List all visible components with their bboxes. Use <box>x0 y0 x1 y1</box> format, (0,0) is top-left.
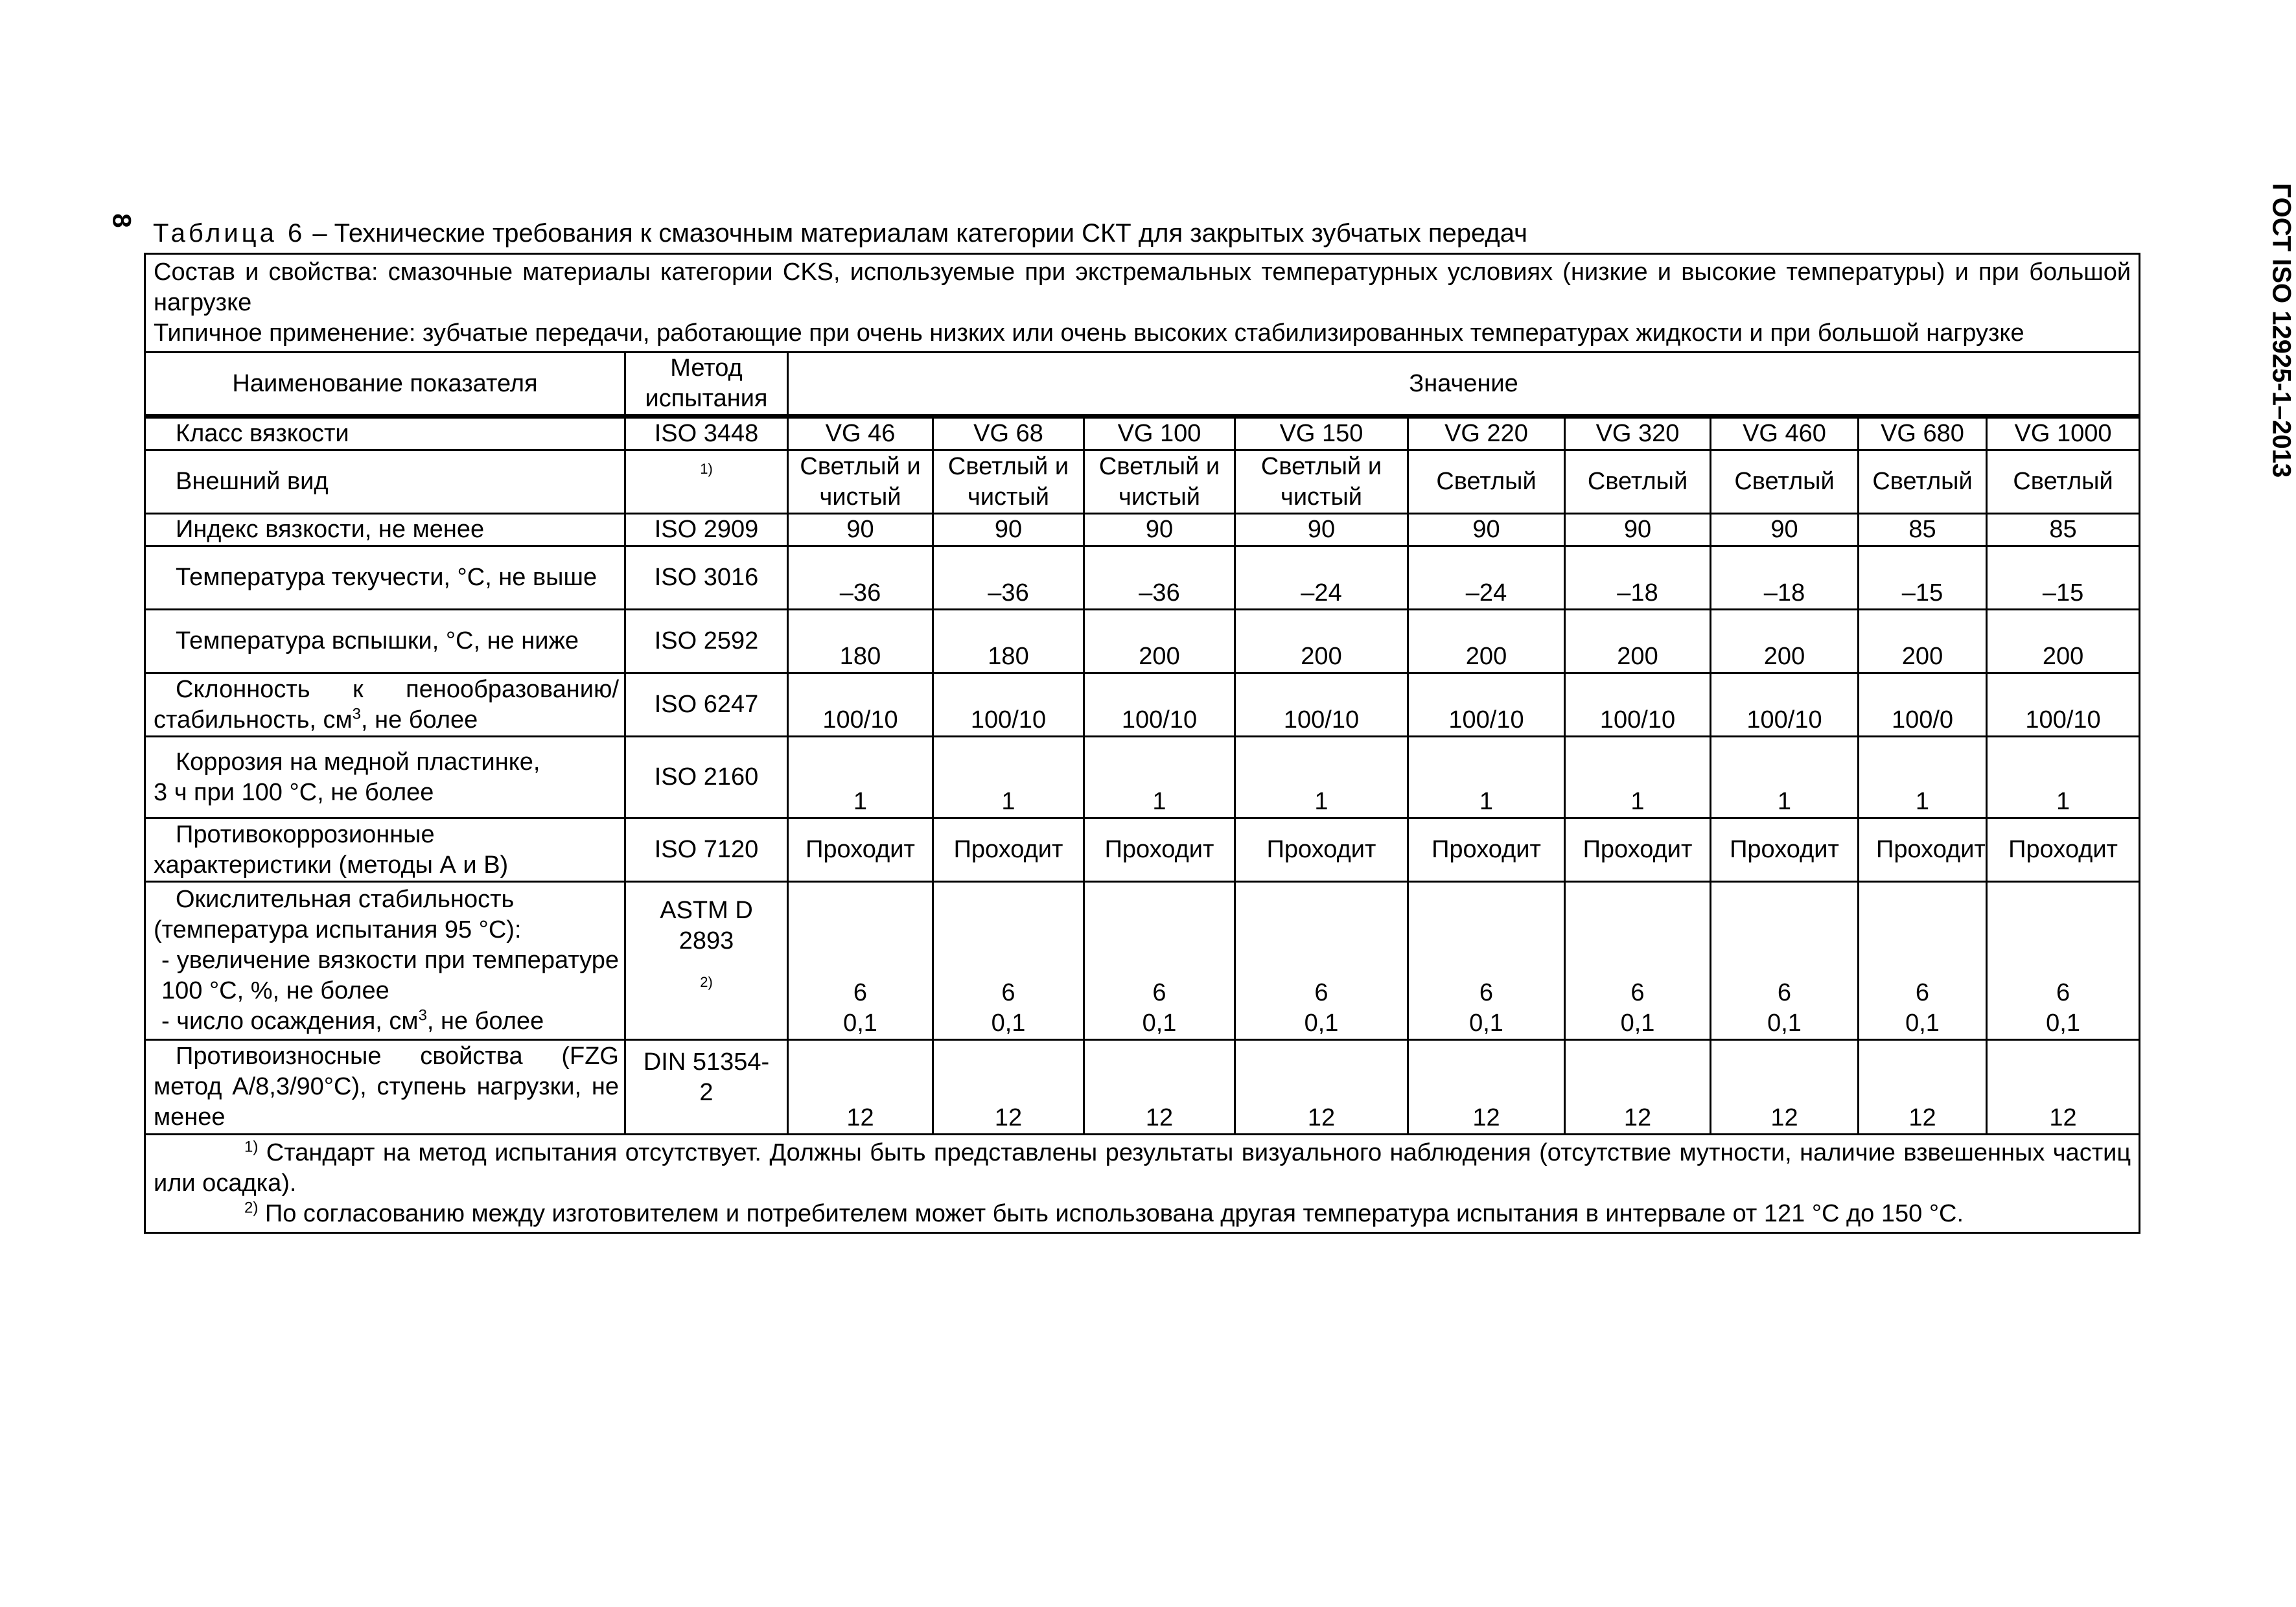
footnote-1 <box>154 1138 2131 1199</box>
value-cell <box>1408 882 1565 1040</box>
value-cell: 200 <box>1711 610 1859 673</box>
row-name <box>145 514 625 546</box>
value-cell <box>1235 882 1408 1040</box>
row-method <box>625 450 788 514</box>
value-cell: VG 100 <box>1084 417 1235 450</box>
value-cell: 1 <box>933 737 1084 818</box>
footnote-text: Стандарт на метод испытания отсутствует. Должны быть представлены результаты визуального наблюдения (отсутствие мутности, наличие взвешенных частиц или осадка). <box>154 1139 2131 1197</box>
value-cell: Светлый <box>1408 450 1565 514</box>
row-name-text: Класс вязкости <box>176 420 349 447</box>
value-cell: 100/10 <box>1235 673 1408 737</box>
precipitation-value: 0,1 <box>1469 1010 1503 1037</box>
table-row <box>145 417 2140 450</box>
footnote-ref: 1) <box>700 461 713 477</box>
value-cell: Светлый и чистый <box>933 450 1084 514</box>
row-method: ISO 3448 <box>625 417 788 450</box>
value-cell: 1 <box>1565 737 1711 818</box>
value-cell: –24 <box>1408 546 1565 610</box>
value-cell: 100/10 <box>1987 673 2140 737</box>
value-cell: VG 460 <box>1711 417 1859 450</box>
row-name <box>145 737 625 818</box>
notes-cell <box>145 1135 2140 1233</box>
footnote-ref: 2) <box>700 974 713 990</box>
value-cell: Проходит <box>1987 818 2140 882</box>
table-row <box>145 1040 2140 1135</box>
precipitation-value: 0,1 <box>1620 1010 1655 1037</box>
value-cell: 100/0 <box>1859 673 1987 737</box>
header-row <box>145 353 2140 417</box>
footnote-ref-line <box>631 964 782 997</box>
value-cell: VG 320 <box>1565 417 1711 450</box>
value-cell: 100/10 <box>1711 673 1859 737</box>
value-cell <box>1084 882 1235 1040</box>
value-cell: 12 <box>933 1040 1084 1135</box>
precipitation-value: 0,1 <box>843 1010 877 1037</box>
value-cell: 1 <box>788 737 933 818</box>
table-label: Таблица 6 <box>153 219 306 248</box>
row-name <box>145 1040 625 1135</box>
row-name-text: Внешний вид <box>176 468 329 495</box>
requirements-table <box>144 253 2140 1234</box>
row-method: ISO 2909 <box>625 514 788 546</box>
viscosity-increase-value: 6 <box>1915 979 1930 1006</box>
value-cell: Проходит <box>1084 818 1235 882</box>
precipitation-value: 0,1 <box>1142 1010 1177 1037</box>
row-method: ISO 7120 <box>625 818 788 882</box>
value-cell: 12 <box>788 1040 933 1135</box>
value-cell: Проходит <box>1235 818 1408 882</box>
value-cell: –36 <box>788 546 933 610</box>
standard-code: ГОСТ ISO 12925-1–2013 <box>2267 183 2296 478</box>
intro-row <box>145 254 2140 353</box>
row-name-line: (температура испытания 95 °С): <box>154 916 522 943</box>
value-cell: 12 <box>1987 1040 2140 1135</box>
value-cell: VG 220 <box>1408 417 1565 450</box>
value-cell: 200 <box>1084 610 1235 673</box>
viscosity-increase-value: 6 <box>1777 979 1792 1006</box>
row-name-text: Противокоррозионные характеристики (методы А и В) <box>154 820 509 879</box>
value-cell: Светлый <box>1987 450 2140 514</box>
footnote-ref: 2) <box>244 1199 259 1217</box>
value-cell: 12 <box>1859 1040 1987 1135</box>
value-cell: Светлый и чистый <box>788 450 933 514</box>
value-cell: 12 <box>1711 1040 1859 1135</box>
row-name <box>145 450 625 514</box>
value-cell: –18 <box>1711 546 1859 610</box>
table-row <box>145 546 2140 610</box>
table-title: – Технические требования к смазочным материалам категории СКТ для закрытых зубчатых передач <box>305 219 1527 248</box>
value-cell: 200 <box>1235 610 1408 673</box>
precipitation-value: 0,1 <box>1304 1010 1339 1037</box>
row-name-text: Склонность к пенообразованию/ стабильность, см <box>154 675 619 734</box>
value-cell <box>1711 882 1859 1040</box>
value-cell: 90 <box>788 514 933 546</box>
row-name <box>145 546 625 610</box>
table-row <box>145 737 2140 818</box>
value-cell: Светлый <box>1859 450 1987 514</box>
value-cell: 85 <box>1987 514 2140 546</box>
row-name <box>145 417 625 450</box>
header-value: Значение <box>788 353 2140 417</box>
value-cell: Проходит <box>1711 818 1859 882</box>
page-number: 8 <box>107 213 136 228</box>
value-cell: –18 <box>1565 546 1711 610</box>
table-row <box>145 450 2140 514</box>
value-cell: 180 <box>788 610 933 673</box>
footnote-2 <box>154 1199 2131 1229</box>
header-name: Наименование показателя <box>145 353 625 417</box>
value-cell <box>1987 882 2140 1040</box>
value-cell: 90 <box>933 514 1084 546</box>
row-name-text: Температура текучести, °С, не выше <box>176 564 597 591</box>
row-method: ISO 2592 <box>625 610 788 673</box>
value-cell: 1 <box>1711 737 1859 818</box>
value-cell: 1 <box>1408 737 1565 818</box>
intro-cell <box>145 254 2140 353</box>
row-name-text: Температура вспышки, °С, не ниже <box>176 627 579 654</box>
application-text: Типичное применение: зубчатые передачи, работающие при очень низких или очень высоких стабилизированных температурах жидкости и при большой нагрузке <box>154 319 2024 347</box>
header-method: Метод испытания <box>625 353 788 417</box>
value-cell: –36 <box>933 546 1084 610</box>
value-cell <box>1565 882 1711 1040</box>
value-cell: Проходит <box>1565 818 1711 882</box>
value-cell: VG 1000 <box>1987 417 2140 450</box>
table-row <box>145 673 2140 737</box>
table-row <box>145 882 2140 1040</box>
viscosity-increase-value: 6 <box>1152 979 1166 1006</box>
value-cell: 200 <box>1987 610 2140 673</box>
value-cell: –36 <box>1084 546 1235 610</box>
value-cell: 100/10 <box>933 673 1084 737</box>
value-cell: 200 <box>1408 610 1565 673</box>
value-cell: –15 <box>1987 546 2140 610</box>
footnote-text: По согласованию между изготовителем и потребителем может быть использована другая температура испытания в интервале от 121 °С до 150 °С. <box>258 1200 1964 1227</box>
viscosity-increase-value: 6 <box>853 979 868 1006</box>
value-cell: Светлый и чистый <box>1084 450 1235 514</box>
footnote-ref: 1) <box>244 1138 259 1156</box>
value-cell: –15 <box>1859 546 1987 610</box>
precipitation-value: 0,1 <box>2046 1010 2080 1037</box>
composition-text: Состав и свойства: смазочные материалы категории CKS, используемые при экстремальных температурных условиях (низкие и высокие температуры) и при большой нагрузке <box>154 259 2131 316</box>
table-caption <box>153 219 1527 248</box>
viscosity-increase-value: 6 <box>1630 979 1645 1006</box>
value-cell: Светлый <box>1711 450 1859 514</box>
value-cell: VG 150 <box>1235 417 1408 450</box>
row-name-text: Коррозия на медной пластинке, <box>176 748 540 776</box>
value-cell: 1 <box>1235 737 1408 818</box>
precipitation-value: 0,1 <box>1767 1010 1802 1037</box>
row-name-line <box>154 884 619 915</box>
row-method <box>625 882 788 1040</box>
viscosity-increase-value: 6 <box>2056 979 2070 1006</box>
value-cell: 90 <box>1711 514 1859 546</box>
value-cell: 12 <box>1565 1040 1711 1135</box>
row-name-text: , не более <box>361 706 478 734</box>
row-name <box>145 673 625 737</box>
value-cell <box>933 882 1084 1040</box>
row-name-text: - число осаждения, см <box>161 1008 419 1035</box>
value-cell: Светлый и чистый <box>1235 450 1408 514</box>
value-cell: 1 <box>1084 737 1235 818</box>
value-cell: Проходит <box>788 818 933 882</box>
value-cell: 85 <box>1859 514 1987 546</box>
row-method: ISO 6247 <box>625 673 788 737</box>
value-cell: Проходит <box>933 818 1084 882</box>
precipitation-value: 0,1 <box>1905 1010 1940 1037</box>
notes-row <box>145 1135 2140 1233</box>
row-name <box>145 818 625 882</box>
method-text: ASTM D 2893 <box>660 897 753 954</box>
value-cell: Проходит <box>1408 818 1565 882</box>
row-name-text: Окислительная стабильность <box>176 886 515 913</box>
value-cell: –24 <box>1235 546 1408 610</box>
row-name-text: 3 ч при 100 °С, не более <box>154 778 434 806</box>
superscript: 3 <box>352 704 361 723</box>
superscript: 3 <box>418 1006 427 1024</box>
value-cell: 200 <box>1859 610 1987 673</box>
value-cell: 90 <box>1084 514 1235 546</box>
viscosity-increase-value: 6 <box>1314 979 1328 1006</box>
value-cell: Проходит <box>1859 818 1987 882</box>
value-cell: 90 <box>1235 514 1408 546</box>
row-name-line: - увеличение вязкости при температуре 100 °С, %, не более <box>161 947 619 1004</box>
row-name <box>145 610 625 673</box>
value-cell: VG 68 <box>933 417 1084 450</box>
value-cell: 100/10 <box>1408 673 1565 737</box>
value-cell: 100/10 <box>788 673 933 737</box>
value-cell: 100/10 <box>1084 673 1235 737</box>
viscosity-increase-value: 6 <box>1479 979 1494 1006</box>
value-cell <box>1859 882 1987 1040</box>
value-cell: VG 680 <box>1859 417 1987 450</box>
table-row <box>145 818 2140 882</box>
value-cell: 1 <box>1987 737 2140 818</box>
value-cell <box>788 882 933 1040</box>
row-method: ISO 2160 <box>625 737 788 818</box>
value-cell: 90 <box>1408 514 1565 546</box>
value-cell: Светлый <box>1565 450 1711 514</box>
precipitation-value: 0,1 <box>991 1010 1026 1037</box>
row-method: DIN 51354-2 <box>625 1040 788 1135</box>
value-cell: 200 <box>1565 610 1711 673</box>
row-name-text: Противоизносные свойства (FZG метод А/8,3/90°С), ступень нагрузки, не менее <box>154 1043 619 1131</box>
row-name-text: Индекс вязкости, не менее <box>176 516 485 543</box>
row-name <box>145 882 625 1040</box>
value-cell: 12 <box>1235 1040 1408 1135</box>
value-cell: 100/10 <box>1565 673 1711 737</box>
viscosity-increase-value: 6 <box>1001 979 1015 1006</box>
value-cell: 12 <box>1408 1040 1565 1135</box>
row-name-text: , не более <box>426 1008 544 1035</box>
value-cell: VG 46 <box>788 417 933 450</box>
value-cell: 12 <box>1084 1040 1235 1135</box>
table-row <box>145 514 2140 546</box>
value-cell: 90 <box>1565 514 1711 546</box>
value-cell: 180 <box>933 610 1084 673</box>
table-row <box>145 610 2140 673</box>
row-method: ISO 3016 <box>625 546 788 610</box>
row-name-line <box>154 1006 619 1037</box>
value-cell: 1 <box>1859 737 1987 818</box>
